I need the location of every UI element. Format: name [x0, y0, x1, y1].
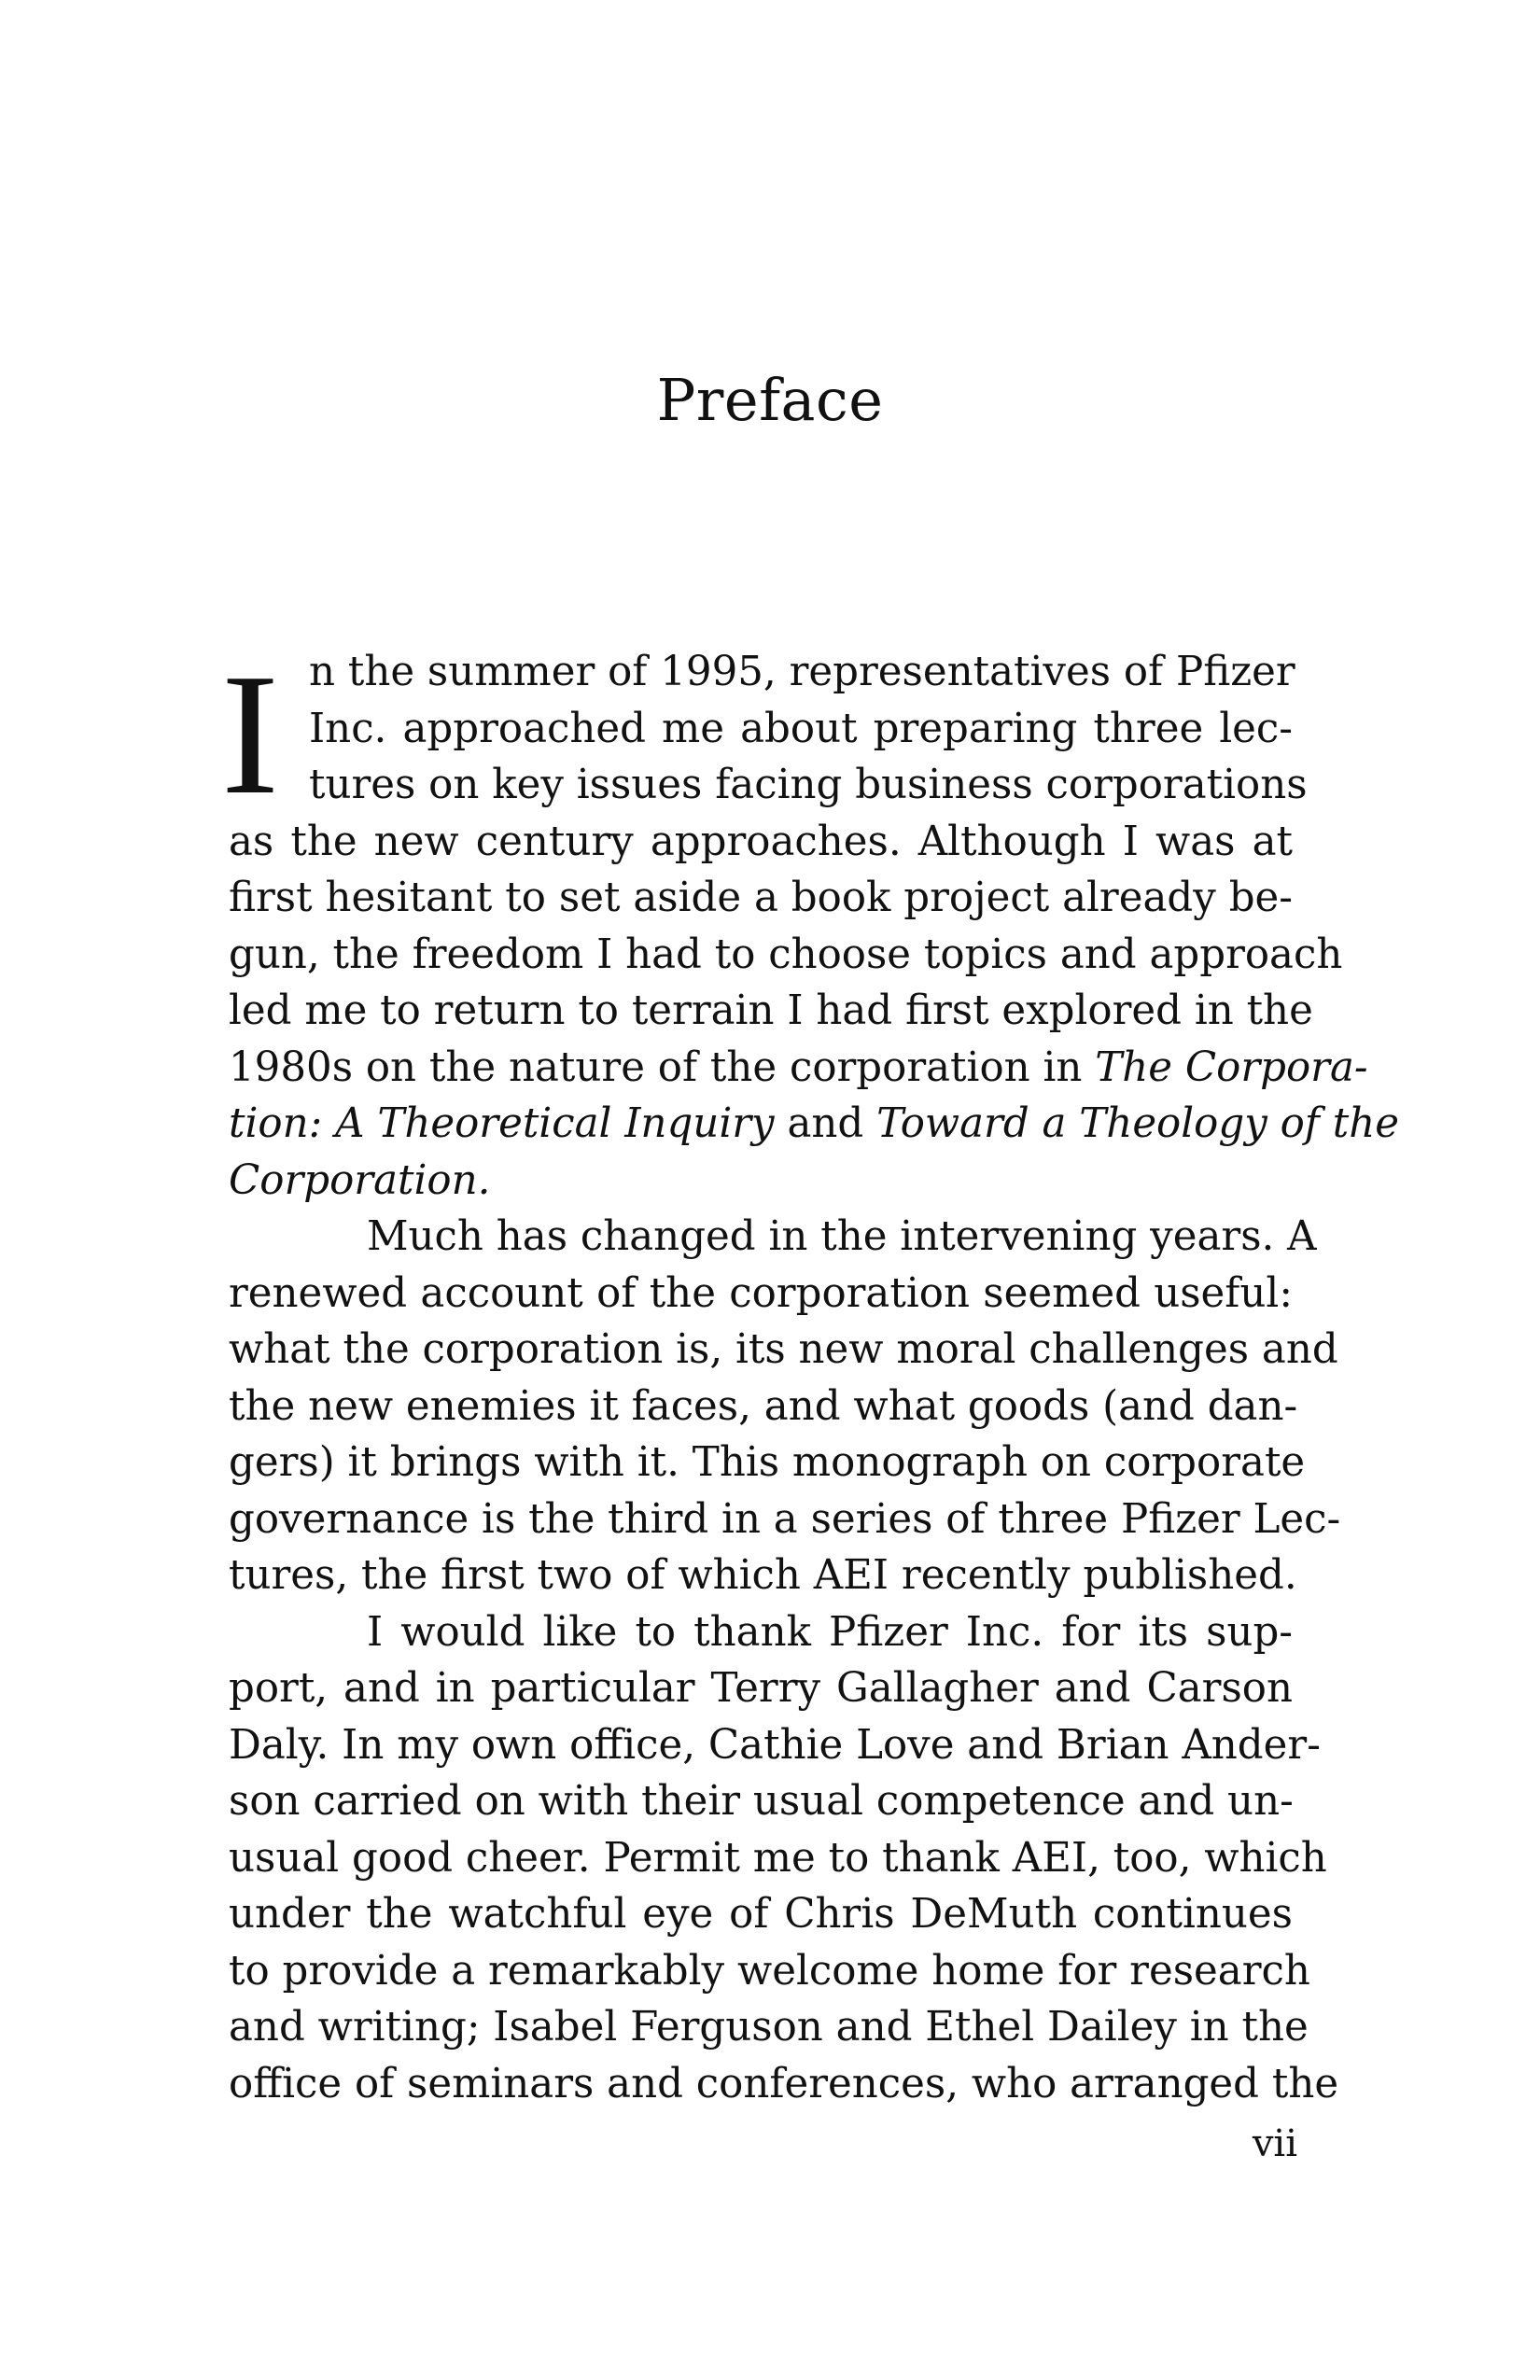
preface-body [221, 638, 1399, 2112]
text-line [229, 1153, 1293, 1210]
page-title: Preface [656, 366, 884, 434]
text-line: led me to return to terrain I had first explored in the [229, 987, 1313, 1034]
text-line-mixed [229, 1040, 1368, 1097]
text-line: gers) it brings with it. This monograph on corporate [229, 1439, 1306, 1486]
text-line: Daly. In my own office, Cathie Love and Brian Ander- [229, 1721, 1321, 1769]
text-line-mixed [229, 1096, 1399, 1153]
text-line: governance is the third in a series of three Pfizer Lec- [229, 1495, 1341, 1543]
text-line: port, and in particular Terry Gallagher and Carson [229, 1665, 1293, 1712]
text-line: usual good cheer. Permit me to thank AEI, too, which [229, 1834, 1327, 1882]
text-line: n the summer of 1995, representatives of Pfizer [309, 649, 1295, 695]
text-run: and [787, 1100, 864, 1147]
text-line: Inc. approached me about preparing three lec- [309, 705, 1293, 752]
text-line: son carried on with their usual competence and un- [229, 1778, 1294, 1825]
text-line: gun, the freedom I had to choose topics and approach [229, 931, 1343, 978]
text-line: first hesitant to set aside a book project already be- [229, 875, 1293, 921]
text-line: renewed account of the corporation seemed useful: [229, 1269, 1293, 1317]
text-line: tures, the first two of which AEI recently published. [229, 1552, 1297, 1599]
text-line: I would like to thank Pfizer Inc. for its sup- [367, 1608, 1293, 1656]
text-line: under the watchful eye of Chris DeMuth continues [229, 1891, 1293, 1938]
italic-title: tion: A Theoretical Inquiry [229, 1100, 775, 1147]
text-line: to provide a remarkably welcome home for research [229, 1947, 1310, 1995]
italic-title: Toward a Theology of the [876, 1100, 1399, 1147]
text-run: 1980s on the nature of the corporation in [229, 1043, 1083, 1091]
drop-cap: I [221, 638, 279, 831]
italic-title: The Corpora- [1095, 1043, 1368, 1091]
text-line: as the new century approaches. Although I was at [229, 818, 1293, 865]
text-line: the new enemies it faces, and what goods (and dan- [229, 1382, 1298, 1430]
italic-title: Corporation. [229, 1156, 491, 1204]
text-line: office of seminars and conferences, who arranged the [229, 2060, 1339, 2107]
text-line: and writing; Isabel Ferguson and Ethel Dailey in the [229, 2004, 1309, 2051]
text-line: Much has changed in the intervening years. A [367, 1213, 1317, 1260]
text-line: tures on key issues facing business corporations [309, 762, 1308, 808]
text-line: what the corporation is, its new moral challenges and [229, 1326, 1338, 1373]
page-number: vii [1252, 2122, 1297, 2165]
